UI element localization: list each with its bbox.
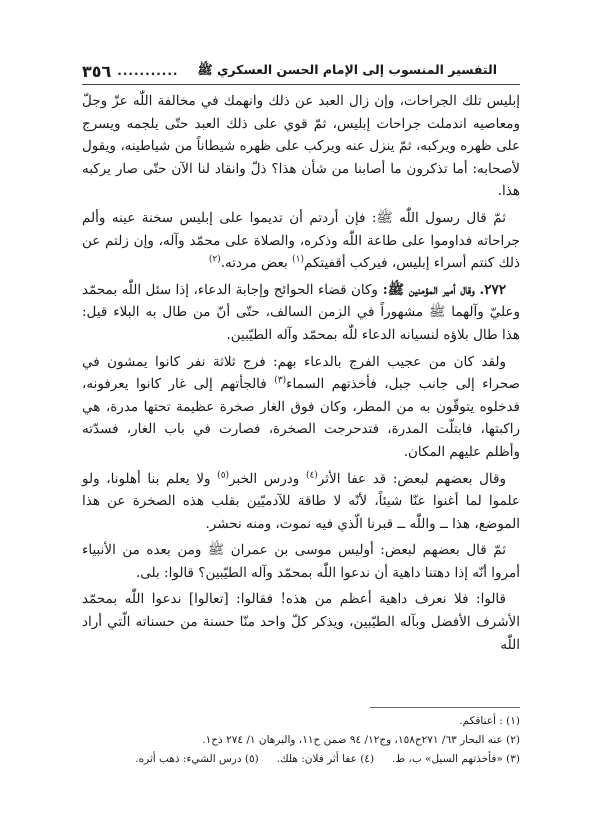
footnote: (١) : أعناقكم. [459,715,520,727]
footnote-rule [370,707,520,708]
footnote: (٢) عنه البحار ٦٣/ ٢٧١ح١٥٨، وج١٢/ ٩٤ ضمن ح١١، والبرهان ١/ ٢٧٤ ذح١. [202,734,520,746]
paragraph: ثمّ قال بعضهم لبعض: أوليس موسى بن عمران ﷺ ومن بعده من الأنبياء أمروا أنّه إذا دهتنا داهية أن ندعوا اللّٰه بمحمّد وآله الطيّبين؟ قالوا: بلى. [82,542,520,581]
footnote: (٣) «فأخذتهم السيل» ب، ط.(٤) عفا أثر فلان: هلك.(٥) درس الشيء: ذهب أثره. [135,753,520,765]
paragraph: ٢٧٢. وقال أمير المؤمنين ﷺ: وكان قضاء الحوائج وإجابة الدعاء، إذا سئل اللّٰه بمحمّد وعليّ وآلهما ﷺ مشهوراً في الزمن السالف، حتّى أنّ من طال به البلاء قيل: هذا طال بلاؤه لنسيانه الدعاء للّٰه بمحمّد وآله الطيّبين. [82,281,520,343]
header-dots: ........... [117,64,179,78]
paragraph: قالوا: فلا نعرف داهية أعظم من هذه! فقالوا: [تعالوا] ندعوا اللّٰه بمحمّد الأشرف الأفضل وبآله الطيّبين، ويذكر كلّ واحد منّا حسنة من حسناته الّتي أراد اللّٰه [82,591,520,653]
page-header [82,60,517,82]
page-number: ٣٥٦ [82,61,112,81]
header-rule [82,84,520,85]
footnotes [82,712,520,769]
paragraph: وقال بعضهم لبعض: قد عفا الأثر$^{(٤)}$ ودرس الخبر$^{(٥)}$ ولا يعلم بنا أهلونا، ولو علموا لما أغنوا عنّا شيئاً، لأنّه لا طاقة للآدميّين بقلب هذه الصخرة عن هذا الموضع، هذا ــ واللّٰه ــ قبرنا الّذي فيه نموت، ومنه نحشر. [82,470,520,532]
paragraph: ولقد كان من عجيب الفرج بالدعاء بهم: فرج ثلاثة نفر كانوا يمشون في صحراء إلى جانب جبل، فأخذتهم السماء$^{(٣)}$ فالجأتهم إلى غار كانوا يعرفونه، فدخلوه يتوقّون به من المطر، وكان فوق الغار صخرة عظيمة تحتها مدرة، هي راكبتها، فابتلّت المدرة، فتدحرجت الصخرة، فصارت في باب الغار، فسدّته وأظلم عليهم المكان. [82,353,521,460]
main-text [82,90,520,656]
paragraph: إبليس تلك الجراحات، وإن زال العبد عن ذلك وانهمك في مخالفة اللّٰه عزّ وجلّ ومعاصيه اندملت جراحات إبليس، ثمّ قوي على ذلك العبد حتّى يلجمه ويسرج على ظهره ويركبه، ثمّ ينزل عنه ويركب على ظهره شيطاناً من شياطينه، ويقول لأصحابه: أما تذكرون ما أصابنا من شأن هذا؟ ذلّ وانقاد لنا الآن حتّى صار يركبه هذا. [82,93,520,200]
running-title: التفسير المنسوب إلى الإمام الحسن العسكري ﷺ [197,61,497,77]
paragraph: ثمّ قال رسول اللّٰه ﷺ: فإن أردتم أن تديموا على إبليس سخنة عينه وألم جراحاته فداوموا على طاعة اللّٰه وذكره، والصلاة على محمّد وآله، وإن زلتم عن ذلك كنتم أسراء إبليس، فيركب أقفيتكم$^{(١)}$ بعض مردته.$^{(٢)}$ [82,209,520,272]
